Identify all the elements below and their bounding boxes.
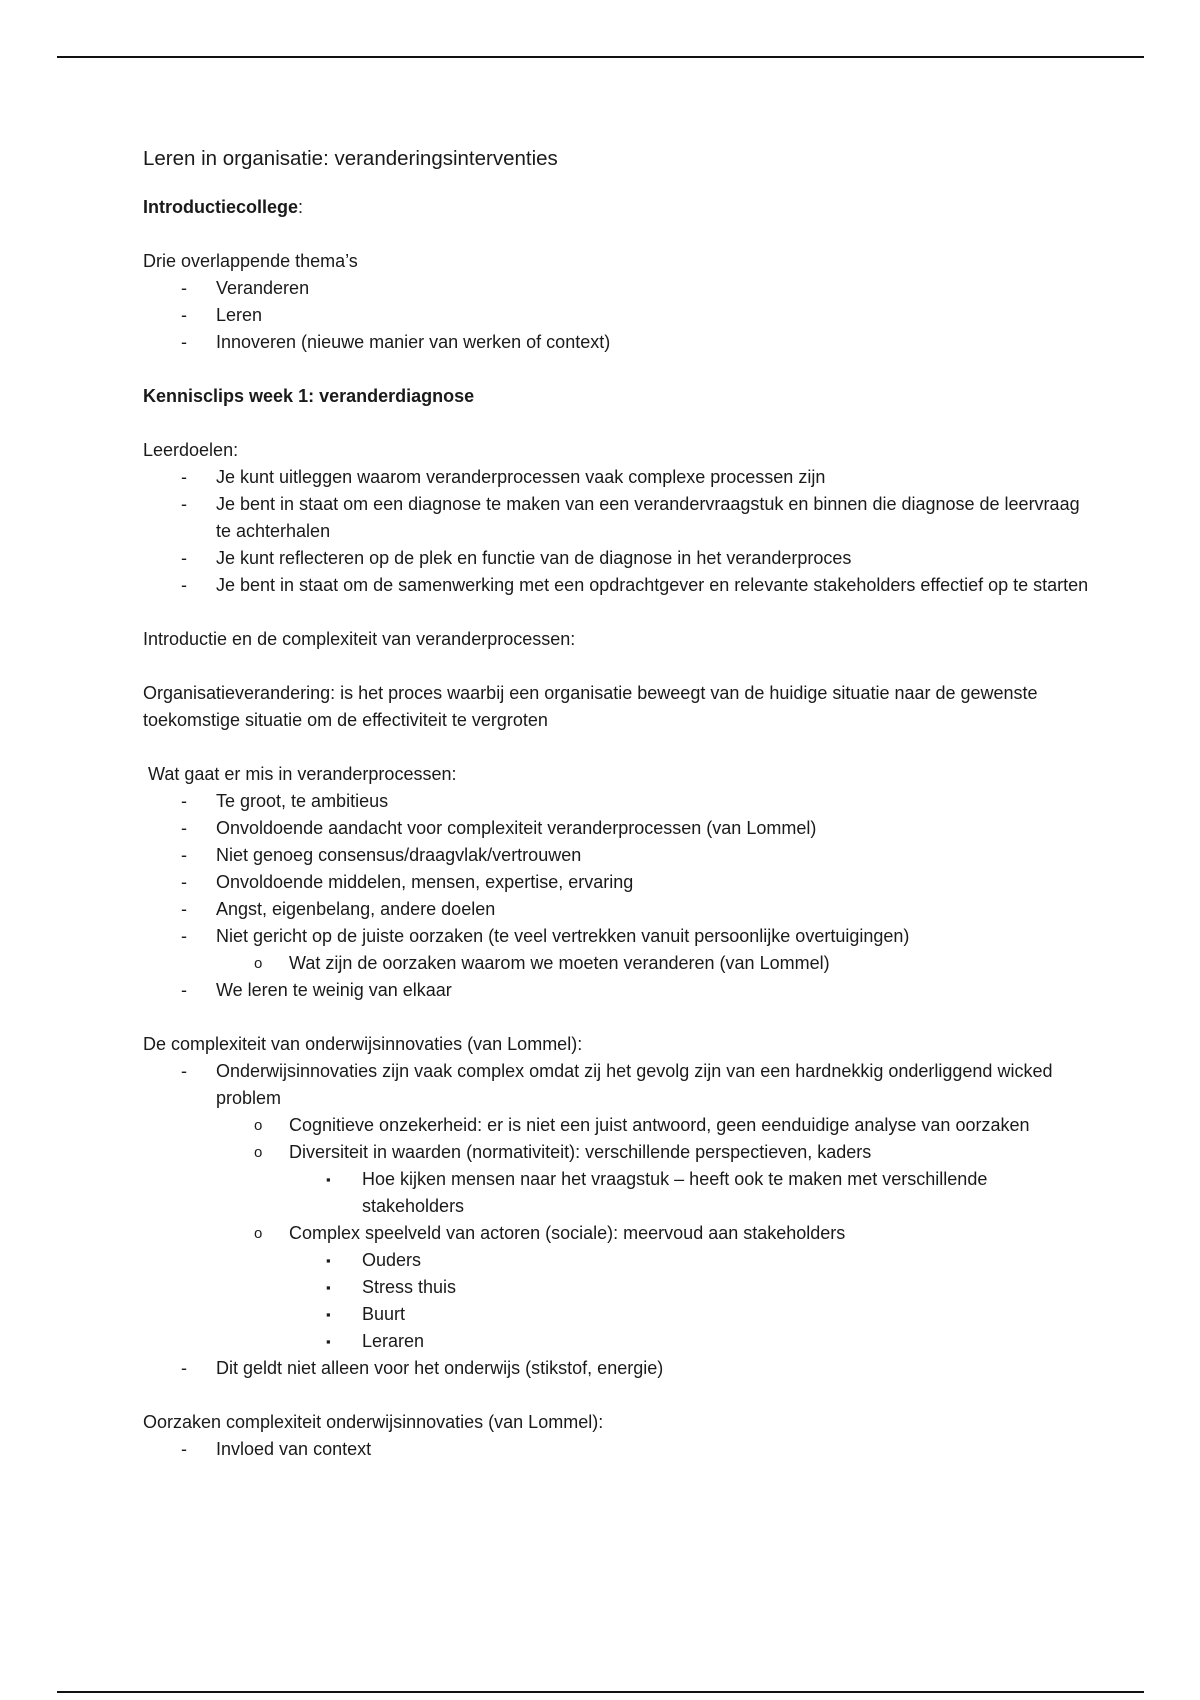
list-item-text: Leraren [362,1331,425,1351]
list-item-text: Stress thuis [362,1277,457,1297]
list-item-text: Niet gericht op de juiste oorzaken (te veel vertrekken vanuit persoonlijke overtuigingen) [216,926,910,946]
dash-bullet: - [181,899,187,919]
sub-list-item [143,950,1093,977]
complexiteit-label: De complexiteit van onderwijsinnovaties (van Lommel): [143,1034,583,1054]
list-item [143,923,1093,950]
list-item-text: Te groot, te ambitieus [216,791,389,811]
list-item-text: Hoe kijken mensen naar het vraagstuk – heeft ook te maken met verschillende stakeholders [362,1169,988,1216]
dash-bullet: - [181,1439,187,1459]
top-rule [57,56,1144,58]
sub-sub-list-item [143,1166,1093,1220]
sub-list-item [143,1112,1093,1139]
mis-label: Wat gaat er mis in veranderprocessen: [143,764,457,784]
week1-heading: Kennisclips week 1: veranderdiagnose [143,386,475,406]
list-item-text: Je bent in staat om een diagnose te maken van een verandervraagstuk en binnen die diagnose de leervraag te achterhalen [216,494,1080,541]
dash-bullet: - [181,1358,187,1378]
list-item-text: Je kunt reflecteren op de plek en functie van de diagnose in het veranderproces [216,548,852,568]
list-item [143,329,1093,356]
sub-sub-list-item [143,1247,1093,1274]
dash-bullet: - [181,278,187,298]
sub-list-item [143,1220,1093,1247]
document-body [143,144,1093,1463]
sub-sub-list-item [143,1274,1093,1301]
dash-bullet: - [181,332,187,352]
list-item-text: Je kunt uitleggen waarom veranderprocessen vaak complexe processen zijn [216,467,826,487]
dash-bullet: - [181,872,187,892]
bottom-rule [57,1691,1144,1693]
dash-bullet: - [181,467,187,487]
square-bullet: ▪ [326,1172,331,1187]
dash-bullet: - [181,494,187,514]
list-item [143,464,1093,491]
square-bullet: ▪ [326,1280,331,1295]
oorzaken-list [143,1436,1093,1463]
list-item [143,275,1093,302]
dash-bullet: - [181,791,187,811]
dash-bullet: - [181,926,187,946]
list-item-text: We leren te weinig van elkaar [216,980,452,1000]
list-item [143,977,1093,1004]
list-item-text: Je bent in staat om de samenwerking met een opdrachtgever en relevante stakeholders effectief op te starten [216,575,1089,595]
list-item-text: Onvoldoende aandacht voor complexiteit veranderprocessen (van Lommel) [216,818,817,838]
list-item-text: Innoveren (nieuwe manier van werken of context) [216,332,611,352]
oorzaken-label: Oorzaken complexiteit onderwijsinnovaties (van Lommel): [143,1412,604,1432]
leerdoelen-list [143,464,1093,599]
dash-bullet: - [181,575,187,595]
document-title: Leren in organisatie: veranderingsinterventies [143,147,558,170]
intro-heading-colon: : [298,197,304,217]
dash-bullet: - [181,845,187,865]
dash-bullet: - [181,305,187,325]
list-item-text: Leren [216,305,263,325]
list-item [143,788,1093,815]
sub-sub-list-item [143,1301,1093,1328]
list-item-text: Cognitieve onzekerheid: er is niet een juist antwoord, geen eenduidige analyse van oorzaken [289,1115,1030,1135]
list-item [143,1436,1093,1463]
sub-list-item [143,1139,1093,1166]
dash-bullet: - [181,548,187,568]
themes-list [143,275,1093,356]
definition-paragraph: Organisatieverandering: is het proces waarbij een organisatie beweegt van de huidige situatie naar de gewenste toekomstige situatie om de effectiviteit te vergroten [143,683,1038,730]
dash-bullet: - [181,818,187,838]
intro-heading [143,194,1093,221]
leerdoelen-label: Leerdoelen: [143,440,239,460]
circle-bullet: o [254,1144,263,1161]
list-item [143,842,1093,869]
complexiteit-list [143,1058,1093,1382]
themes-label: Drie overlappende thema’s [143,251,358,271]
dash-bullet: - [181,1061,187,1081]
list-item-text: Wat zijn de oorzaken waarom we moeten veranderen (van Lommel) [289,953,830,973]
list-item-text: Onderwijsinnovaties zijn vaak complex omdat zij het gevolg zijn van een hardnekkig onderliggend wicked problem [216,1061,1053,1108]
list-item-text: Invloed van context [216,1439,372,1459]
intro-heading-text: Introductiecollege [143,197,299,217]
list-item-text: Diversiteit in waarden (normativiteit): verschillende perspectieven, kaders [289,1142,872,1162]
list-item-text: Veranderen [216,278,310,298]
list-item [143,896,1093,923]
circle-bullet: o [254,955,263,972]
dash-bullet: - [181,980,187,1000]
list-item [143,491,1093,545]
list-item [143,545,1093,572]
list-item-text: Niet genoeg consensus/draagvlak/vertrouwen [216,845,582,865]
list-item-text: Buurt [362,1304,406,1324]
mis-list [143,788,1093,1004]
square-bullet: ▪ [326,1307,331,1322]
list-item [143,1058,1093,1112]
introductie-heading: Introductie en de complexiteit van veranderprocessen: [143,629,576,649]
circle-bullet: o [254,1225,263,1242]
square-bullet: ▪ [326,1334,331,1349]
circle-bullet: o [254,1117,263,1134]
sub-sub-list-item [143,1328,1093,1355]
list-item-text: Dit geldt niet alleen voor het onderwijs (stikstof, energie) [216,1358,664,1378]
list-item [143,572,1093,599]
list-item [143,1355,1093,1382]
list-item-text: Angst, eigenbelang, andere doelen [216,899,496,919]
list-item-text: Complex speelveld van actoren (sociale): meervoud aan stakeholders [289,1223,846,1243]
list-item [143,815,1093,842]
list-item-text: Onvoldoende middelen, mensen, expertise, ervaring [216,872,634,892]
list-item [143,869,1093,896]
list-item [143,302,1093,329]
square-bullet: ▪ [326,1253,331,1268]
list-item-text: Ouders [362,1250,422,1270]
